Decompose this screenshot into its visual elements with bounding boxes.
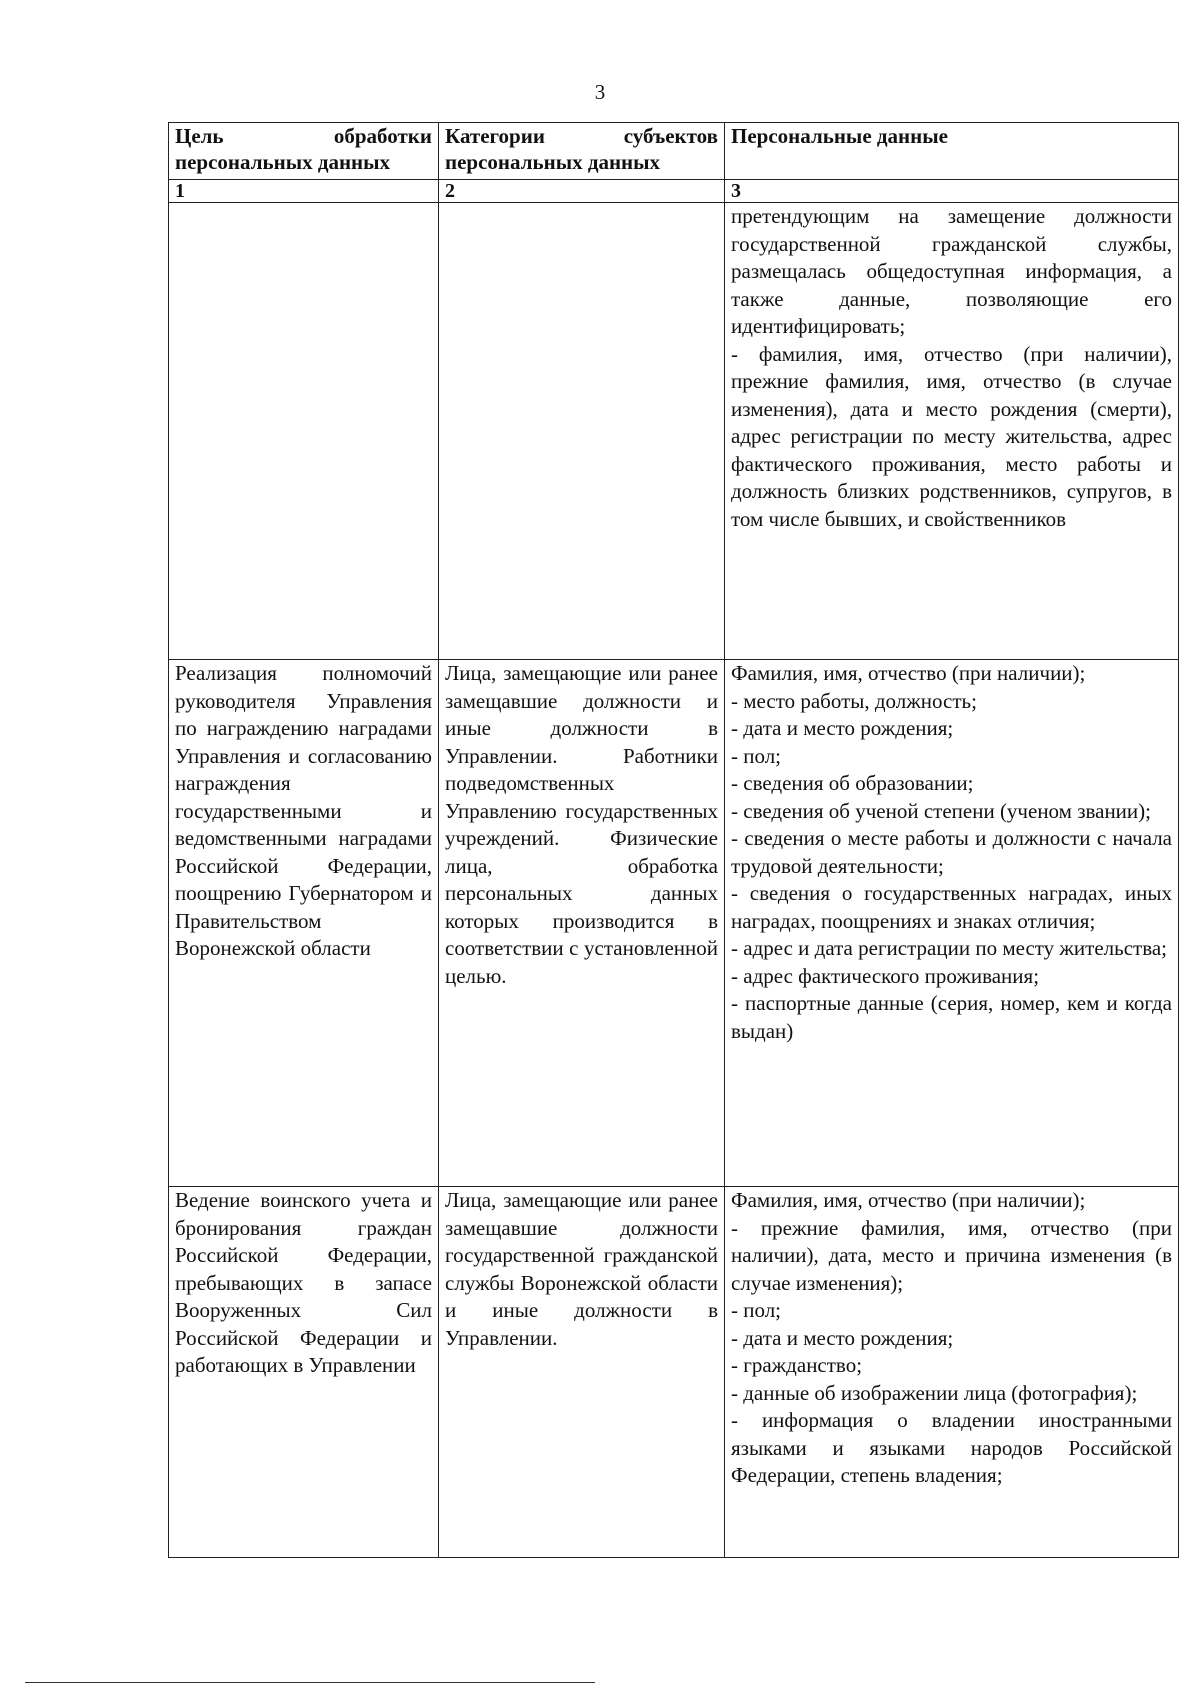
data-item: - прежние фамилия, имя, отчество (при наличии), дата, место и причина изменения (в случае изменения); xyxy=(731,1215,1172,1295)
purpose-cell: Реализация полномочий руководителя Управления по награждению наградами Управления и согласованию награждения государственными и ведомственными наградами Российской Федерации, поощрению Губернатором и Правительством Воронежской области xyxy=(169,660,439,1187)
categories-cell: Лица, замещающие или ранее замещавшие должности и иные должности в Управлении. Работники подведомственных Управлению государственных учреждений. Физические лица, обработка персональных данных которых производится в соответствии с установленной целью. xyxy=(439,660,725,1187)
table-header-row xyxy=(169,123,1179,180)
column-number-3: 3 xyxy=(725,180,1179,203)
data-item: - фамилия, имя, отчество (при наличии), прежние фамилия, имя, отчество (в случае изменения), дата и место рождения (смерти), адрес регистрации по месту жительства, адрес фактического проживания, место работы и должность близких родственников, супругов, в том числе бывших, и свойственников xyxy=(731,341,1172,531)
personal-data-cell xyxy=(725,1187,1179,1558)
table-row xyxy=(169,660,1179,1187)
data-item: - пол; xyxy=(731,743,782,768)
data-item: претендующим на замещение должности государственной гражданской службы, размещалась общедоступная информация, а также данные, позволяющие его идентифицировать; xyxy=(731,204,1172,338)
page-number: 3 xyxy=(594,80,606,104)
data-item: - паспортные данные (серия, номер, кем и когда выдан) xyxy=(731,991,1172,1043)
column-number-2: 2 xyxy=(439,180,725,203)
data-item: - данные об изображении лица (фотография); xyxy=(731,1380,1138,1405)
data-item: - сведения о месте работы и должности с начала трудовой деятельности; xyxy=(731,826,1172,878)
purpose-cell: Ведение воинского учета и бронирования граждан Российской Федерации, пребывающих в запасе Вооруженных Сил Российской Федерации и работающих в Управлении xyxy=(169,1187,439,1558)
data-item: - дата и место рождения; xyxy=(731,716,954,740)
column-number-row xyxy=(169,180,1179,203)
data-item: - сведения об образовании; xyxy=(731,771,974,795)
personal-data-cell xyxy=(725,660,1179,1187)
personal-data-table xyxy=(168,122,1179,1558)
table-row xyxy=(169,203,1179,660)
purpose-cell xyxy=(169,203,439,660)
table-row xyxy=(169,1187,1179,1558)
column-number-1: 1 xyxy=(169,180,439,203)
data-item: - место работы, должность; xyxy=(731,688,977,713)
header-categories: Категории субъектов персональных данных xyxy=(439,123,725,180)
data-item: - дата и место рождения; xyxy=(731,1325,954,1350)
data-item: - сведения об ученой степени (ученом звании); xyxy=(731,798,1151,823)
categories-cell xyxy=(439,203,725,660)
personal-data-cell xyxy=(725,203,1179,660)
footer-divider xyxy=(25,1682,595,1683)
data-item: - информация о владении иностранными языками и языками народов Российской Федерации, степень владения; xyxy=(731,1408,1172,1487)
data-item: Фамилия, имя, отчество (при наличии); xyxy=(731,1188,1086,1212)
data-item: Фамилия, имя, отчество (при наличии); xyxy=(731,661,1086,685)
categories-cell: Лица, замещающие или ранее замещавшие должности государственной гражданской службы Воронежской области и иные должности в Управлении. xyxy=(439,1187,725,1558)
header-personal-data: Персональные данные xyxy=(725,123,1179,180)
data-item: - пол; xyxy=(731,1298,782,1322)
data-item: - гражданство; xyxy=(731,1353,863,1377)
header-purpose: Цель обработки персональных данных xyxy=(169,123,439,180)
data-item: - адрес и дата регистрации по месту жительства; xyxy=(731,936,1168,960)
data-item: - сведения о государственных наградах, иных наградах, поощрениях и знаках отличия; xyxy=(731,881,1172,933)
data-item: - адрес фактического проживания; xyxy=(731,963,1040,988)
